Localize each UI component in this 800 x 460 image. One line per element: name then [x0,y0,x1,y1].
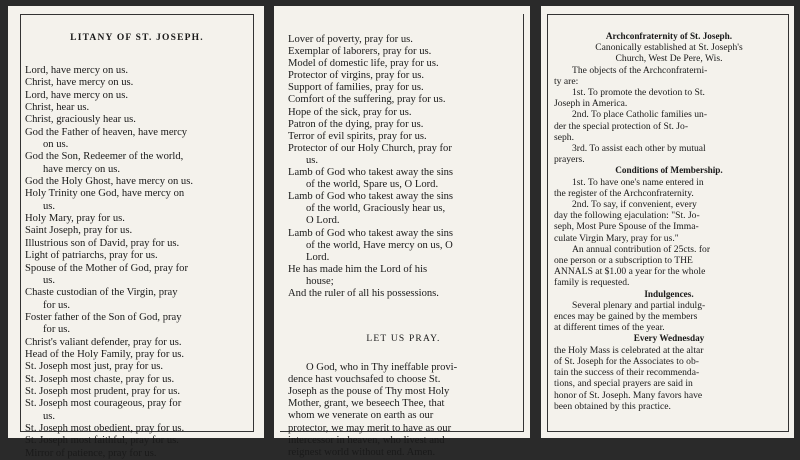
archconfraternity-title: Archconfraternity of St. Joseph. [605,31,733,41]
intro-line: 3rd. To assist each other by mutual [572,143,706,155]
litany-line: of the world, Spare us, O Lord. [306,179,439,191]
prayer-title: LET US PRAY. [366,334,441,345]
litany-line: St. Joseph most prudent, pray for us. [25,385,181,397]
litany-line: Christ, have mercy on us. [25,77,134,89]
litany-line: Lord, have mercy on us. [25,65,128,76]
middle-panel [274,6,530,458]
litany-line: St. Joseph most courageous, pray for [25,398,182,410]
intro-line: ty are: [554,75,579,87]
prayer-line: Mother, grant, we beseech Thee, that [288,398,445,410]
litany-line: Model of domestic life, pray for us. [288,58,439,70]
litany-line: Holy Trinity one God, have mercy on [25,188,185,200]
litany-line: Chaste custodian of the Virgin, pray [25,287,178,299]
intro-line: Church, West De Pere, Wis. [615,53,723,65]
intro-line: The objects of the Archconfraterni- [572,64,708,76]
litany-line: Head of the Holy Family, pray for us. [25,348,185,360]
conditions-line: day the following ejaculation: "St. Jo- [554,210,700,222]
prayer-text [288,362,519,459]
litany-line: Christ, hear us. [25,102,90,114]
indulgences-line: Several plenary and partial indulg- [572,299,706,311]
conditions-line: family is requested. [554,277,630,289]
litany-line: of the world, Graciously hear us, [306,203,446,215]
intro-line: seph. [554,131,574,143]
prayer-line: whom we venerate on earth as our [288,410,434,422]
prayer-line: Joseph as the pouse of Thy most Holy [288,386,450,398]
litany-line: us. [43,410,56,422]
litany-line: St. Joseph most obedient, pray for us. [25,422,185,434]
litany-line: Lord. [306,251,330,263]
conditions-line: seph, Most Pure Spouse of the Imma- [554,221,699,233]
left-panel [8,6,264,459]
conditions-line: the register of the Archconfraternity. [554,187,694,199]
archconfraternity-frame [547,14,789,432]
indulgences-line: at different times of the year. [554,322,665,334]
wednesday-line: tions, and special prayers are said in [554,378,693,390]
litany-line: Exemplar of laborers, pray for us. [288,46,432,58]
conditions-line: ANNALS at $1.00 a year for the whole [554,266,706,278]
litany-line: Illustrious son of David, pray for us. [25,237,180,249]
litany-line: Comfort of the suffering, pray for us. [288,94,446,106]
conditions-line: culate Virgin Mary, pray for us." [554,232,679,244]
litany-frame [20,14,254,459]
litany-line: Patron of the dying, pray for us. [288,118,424,130]
wednesday-line: of St. Joseph for the Associates to ob- [554,355,699,367]
litany-line: O Lord. [306,215,340,227]
litany-line: Protector of virgins, pray for us. [288,70,425,82]
litany-line: for us. [43,299,71,311]
prayer-line: O God, who in Thy ineffable provi- [306,362,458,374]
litany-line: have mercy on us. [43,163,121,175]
litany-line: He has made him the Lord of his [288,263,428,275]
intro-line: 1st. To promote the devotion to St. [572,87,705,99]
litany-line: And the ruler of all his possessions. [288,287,439,299]
litany-line: Christ's valiant defender, pray for us. [25,336,182,348]
litany-line: God the Holy Ghost, have mercy on us. [25,176,193,188]
litany-line: Holy Mary, pray for us. [25,213,125,225]
intro-line: der the special protection of St. Jo- [554,120,689,132]
litany-continued [288,34,519,300]
wednesday-line: tain the success of their recommenda- [554,367,700,379]
litany-line: Support of families, pray for us. [288,82,424,94]
litany-line: God the Father of heaven, have mercy [25,126,188,138]
litany-line: Lord, have mercy on us. [25,89,128,101]
litany-lines [25,65,249,460]
litany-line: Protector of our Holy Church, pray for [288,142,452,154]
litany-line: house; [306,275,334,287]
wednesday-line: the Holy Mass is celebrated at the altar [554,344,704,356]
litany-line: St. Joseph most faithful, pray for us. [25,435,179,447]
conditions-heading: Conditions of Membership. [615,165,723,176]
litany-line: Hope of the sick, pray for us. [288,106,412,118]
prayer-line: dence hast vouchsafed to choose St. [288,374,441,386]
litany-line: Lamb of God who takest away the sins [288,191,454,203]
prayer-line: reignest world without end. Amen. [288,446,436,458]
wednesday-line: honor of St. Joseph. Many favors have [554,389,703,401]
litany-line: Light of patriarchs, pray for us. [25,250,158,262]
litany-line: Lamb of God who takest away the sins [288,227,454,239]
litany-line: us. [43,274,56,286]
litany-line: for us. [43,324,71,336]
litany-title: LITANY OF ST. JOSEPH. [70,33,204,43]
litany-line: on us. [43,139,69,151]
litany-line: Lover of poverty, pray for us. [288,34,413,45]
litany-line: Christ, graciously hear us. [25,114,136,126]
conditions-line: 2nd. To say, if convenient, every [572,199,697,211]
wednesday-line: been obtained by this practice. [554,400,671,412]
prayer-line: protector, we may merit to have as our [288,422,452,434]
wednesday-heading: Every Wednesday [633,333,705,344]
prayer-line: intercessor in heaven, who livest and [288,434,445,446]
litany-line: Lamb of God who takest away the sins [288,167,454,179]
intro-line: Joseph in America. [554,98,628,110]
litany-line: us. [43,200,56,212]
litany-line: St. Joseph most just, pray for us. [25,361,164,373]
conditions-line: An annual contribution of 25cts. for [572,243,711,255]
litany-line: us. [306,154,319,166]
litany-line: of the world, Have mercy on us, O [306,239,453,251]
indulgences-line: ences may be gained by the members [554,311,698,323]
indulgences-heading: Indulgences. [644,288,694,299]
litany-line: Spouse of the Mother of God, pray for [25,262,188,274]
litany-line: Mirror of patience, pray for us. [25,447,157,459]
middle-frame [280,14,524,458]
litany-line: St. Joseph most chaste, pray for us. [25,373,175,385]
litany-line: Terror of evil spirits, pray for us. [288,130,427,142]
conditions-line: 1st. To have one's name entered in [572,176,704,188]
litany-line: God the Son, Redeemer of the world, [25,151,184,163]
litany-line: Foster father of the Son of God, pray [25,311,182,323]
conditions-line: one person or a subscription to THE [554,255,693,267]
intro-line: prayers. [554,154,585,166]
intro-line: Canonically established at St. Joseph's [595,42,743,54]
right-panel [541,6,794,438]
intro-line: 2nd. To place Catholic families un- [572,109,708,121]
litany-line: Saint Joseph, pray for us. [25,225,133,237]
